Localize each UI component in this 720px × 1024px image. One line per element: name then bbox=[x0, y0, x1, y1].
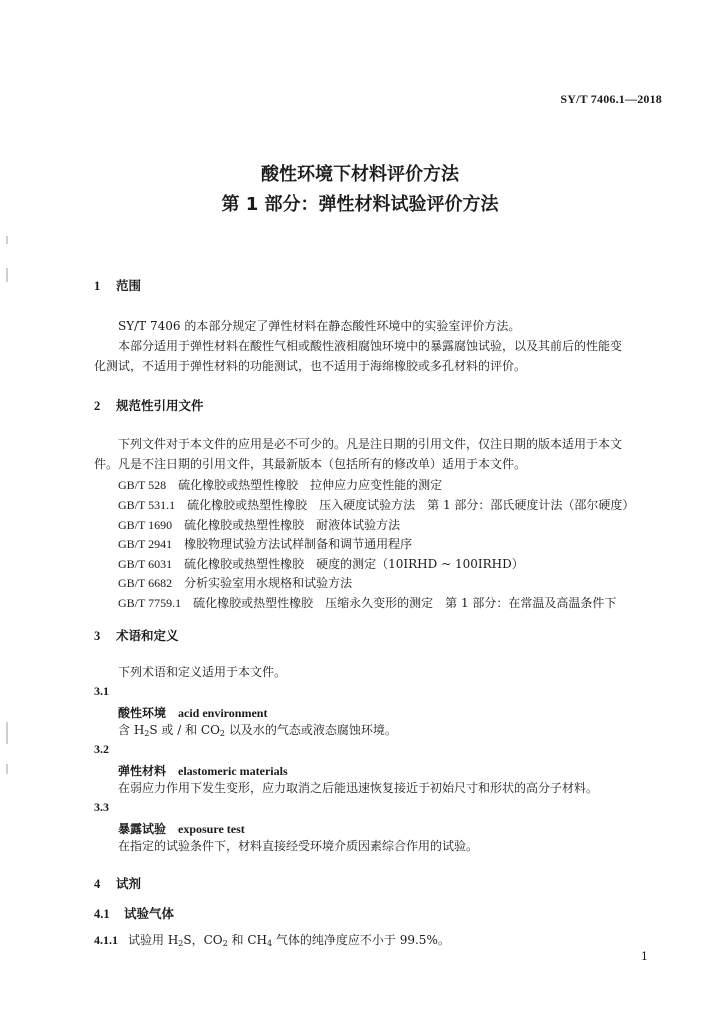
term-heading: 酸性环境 acid environment bbox=[118, 706, 268, 720]
reference-item: GB/T 528 硫化橡胶或热塑性橡胶 拉伸应力应变性能的测定 bbox=[118, 478, 443, 492]
subsection-heading-4-1: 4.1 试验气体 bbox=[94, 906, 175, 921]
term-definition: 含 $H_2S$ 或 / 和 $CO_2$ 以及水的气态或液态腐蚀环境。 bbox=[118, 723, 397, 738]
document-subtitle: 第 1 部分：弹性材料试验评价方法 bbox=[221, 194, 499, 215]
paragraph: 件。凡是不注日期的引用文件，其最新版本（包括所有的修改单）适用于本文件。 bbox=[94, 457, 527, 471]
clause-4-1-1: 4.1.1 试验用 $H_2S$，$CO_2$ 和 $CH_4$ 气体的纯净度应不小于 99.5%。 bbox=[94, 933, 450, 948]
paragraph: 下列术语和定义适用于本文件。 bbox=[118, 665, 287, 679]
paragraph: 本部分适用于弹性材料在酸性气相或酸性液相腐蚀环境中的暴露腐蚀试验，以及其前后的性能变 bbox=[118, 339, 623, 353]
reference-item: GB/T 6682 分析实验室用水规格和试验方法 bbox=[118, 576, 353, 590]
section-heading-3: 3 术语和定义 bbox=[94, 628, 179, 643]
document-title: 酸性环境下材料评价方法 bbox=[261, 164, 459, 185]
term-number: 3.3 bbox=[94, 800, 109, 814]
paragraph: 下列文件对于本文件的应用是必不可少的。凡是注日期的引用文件，仅注日期的版本适用于本文 bbox=[118, 437, 623, 451]
section-heading-4: 4 试剂 bbox=[94, 876, 142, 891]
reference-item: GB/T 531.1 硫化橡胶或热塑性橡胶 压入硬度试验方法 第 1 部分：邵氏硬度计法（邵尔硬度） bbox=[118, 498, 635, 512]
term-definition: 在弱应力作用下发生变形，应力取消之后能迅速恢复接近于初始尺寸和形状的高分子材料。 bbox=[118, 781, 599, 795]
reference-item: GB/T 7759.1 硫化橡胶或热塑性橡胶 压缩永久变形的测定 第 1 部分：在常温及高温条件下 bbox=[118, 596, 617, 610]
standard-code: SY/T 7406.1—2018 bbox=[560, 92, 662, 106]
term-heading: 暴露试验 exposure test bbox=[118, 822, 245, 836]
scan-mark bbox=[6, 722, 8, 744]
page-number: 1 bbox=[641, 950, 648, 963]
term-heading: 弹性材料 elastomeric materials bbox=[118, 764, 288, 778]
term-number: 3.2 bbox=[94, 742, 109, 756]
term-number: 3.1 bbox=[94, 684, 109, 698]
scan-mark bbox=[6, 236, 8, 244]
section-heading-2: 2 规范性引用文件 bbox=[94, 398, 204, 413]
term-definition: 在指定的试验条件下，材料直接经受环境介质因素综合作用的试验。 bbox=[118, 839, 479, 853]
reference-item: GB/T 1690 硫化橡胶或热塑性橡胶 耐液体试验方法 bbox=[118, 518, 401, 532]
scan-mark bbox=[6, 268, 8, 282]
reference-item: GB/T 6031 硫化橡胶或热塑性橡胶 硬度的测定（10IRHD ~ 100IRHD） bbox=[118, 557, 524, 571]
reference-item: GB/T 2941 橡胶物理试验方法试样制备和调节通用程序 bbox=[118, 537, 413, 551]
paragraph: 化测试，不适用于弹性材料的功能测试，也不适用于海绵橡胶或多孔材料的评价。 bbox=[94, 359, 527, 373]
paragraph: SY/T 7406 的本部分规定了弹性材料在静态酸性环境中的实验室评价方法。 bbox=[118, 319, 521, 333]
section-heading-1: 1 范围 bbox=[94, 278, 142, 293]
scan-mark bbox=[6, 764, 8, 774]
